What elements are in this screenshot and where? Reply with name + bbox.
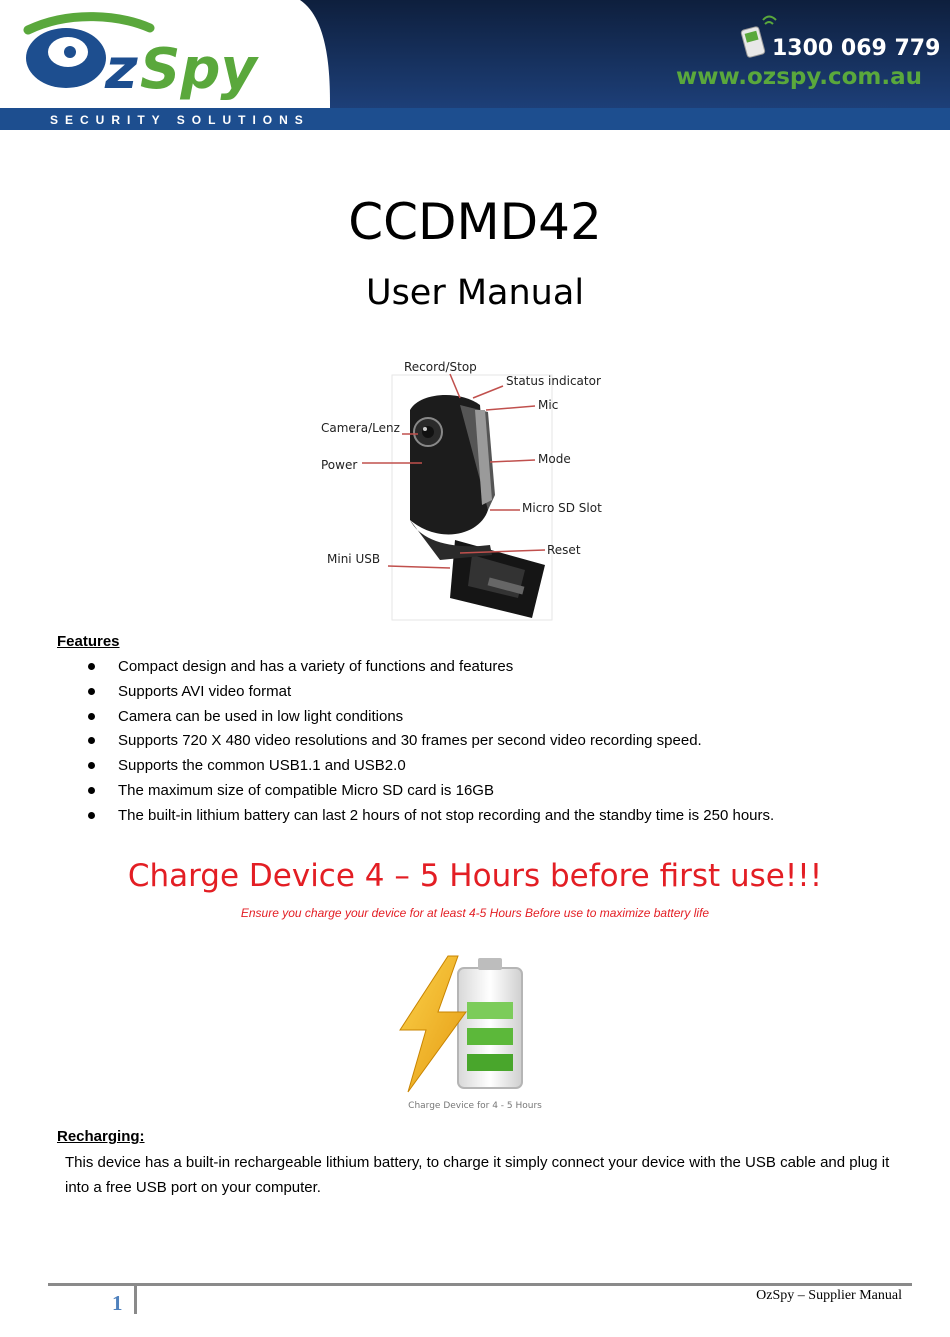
list-item: Supports 720 X 480 video resolutions and 30 frames per second video recording speed. [0, 730, 950, 755]
bullet-icon [88, 713, 95, 720]
recharging-heading: Recharging: [57, 1128, 145, 1145]
list-item: The maximum size of compatible Micro SD card is 16GB [0, 780, 950, 805]
device-diagram [310, 350, 630, 622]
footer-text: OzSpy – Supplier Manual [756, 1288, 902, 1303]
page-number: 1 [112, 1291, 123, 1315]
battery-charging-icon [390, 952, 560, 1114]
charge-warning-note: Ensure you charge your device for at least 4-5 Hours Before use to maximize battery life [240, 906, 710, 920]
label-status-indicator: Status indicator [506, 374, 601, 388]
label-micro-sd-slot: Micro SD Slot [522, 501, 602, 515]
label-power: Power [321, 458, 358, 472]
label-mode: Mode [538, 452, 571, 466]
tagline: SECURITY SOLUTIONS [50, 113, 310, 127]
document-subtitle: User Manual [365, 273, 585, 313]
bullet-icon [88, 812, 95, 819]
document-title: CCDMD42 [348, 193, 602, 251]
list-item: Supports AVI video format [0, 681, 950, 706]
list-item: Camera can be used in low light conditions [0, 706, 950, 731]
bullet-icon [88, 737, 95, 744]
phone-number: 1300 069 779 [772, 36, 941, 61]
list-item: The built-in lithium battery can last 2 hours of not stop recording and the standby time is 250 hours. [0, 805, 950, 830]
label-camera-lenz: Camera/Lenz [321, 421, 400, 435]
list-item: Compact design and has a variety of functions and features [0, 656, 950, 681]
brand-oz-text: z [105, 37, 138, 102]
label-reset: Reset [547, 543, 581, 557]
features-heading: Features [57, 633, 120, 650]
label-mini-usb: Mini USB [327, 552, 381, 566]
bullet-icon [88, 688, 95, 695]
website-url: www.ozspy.com.au [676, 64, 923, 90]
header-banner [0, 0, 950, 130]
bullet-icon [88, 787, 95, 794]
bullet-icon [88, 663, 95, 670]
label-mic: Mic [538, 398, 559, 412]
recharging-text: This device has a built-in rechargeable lithium battery, to charge it simply connect your device with the USB cable and plug it into a free USB port on your computer. [65, 1154, 890, 1196]
features-list [0, 656, 950, 830]
battery-caption: Charge Device for 4 - 5 Hours [408, 1101, 542, 1111]
label-record-stop: Record/Stop [404, 360, 477, 374]
bullet-icon [88, 762, 95, 769]
list-item: Supports the common USB1.1 and USB2.0 [0, 755, 950, 780]
footer-divider [48, 1283, 912, 1286]
charge-warning-title: Charge Device 4 – 5 Hours before first use!!! [127, 858, 823, 894]
footer-tick [134, 1286, 137, 1314]
header-graphic [0, 0, 950, 130]
brand-spy-text: Spy [140, 37, 257, 102]
